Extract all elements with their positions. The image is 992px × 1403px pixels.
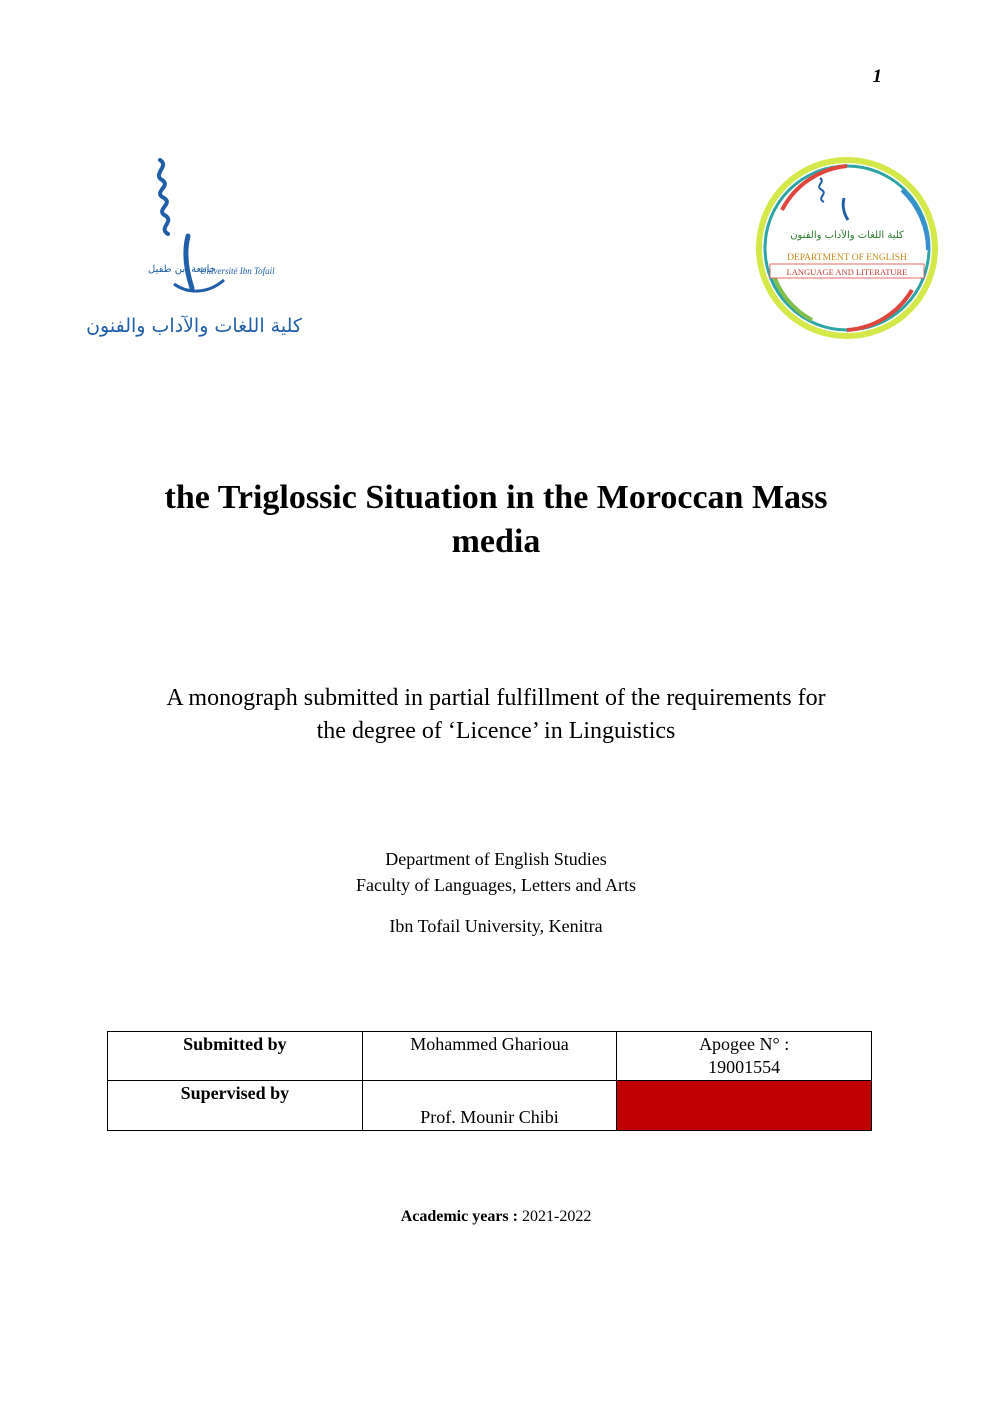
faculty-logo-university-en: Université Ibn Tofail bbox=[200, 266, 275, 276]
title-line-1: the Triglossic Situation in the Moroccan Mass bbox=[164, 479, 828, 516]
apogee-cell bbox=[617, 1032, 872, 1081]
subtitle-line-1: A monograph submitted in partial fulfillment of the requirements for bbox=[166, 685, 826, 711]
department-logo-text-ar: كلية اللغات والآداب والفنون bbox=[790, 230, 904, 241]
department-logo-line2: LANGUAGE AND LITERATURE bbox=[786, 267, 908, 277]
monograph-title bbox=[100, 476, 892, 564]
academic-years-label: Academic years : bbox=[400, 1208, 518, 1225]
submission-table bbox=[107, 1031, 872, 1131]
table-row bbox=[108, 1032, 872, 1081]
red-filled-cell bbox=[617, 1081, 872, 1131]
faculty-logo-university-ar: جامعة ابن طفيل bbox=[148, 264, 216, 275]
academic-years-value: 2021-2022 bbox=[521, 1208, 592, 1225]
page-number: 1 bbox=[872, 66, 882, 87]
department-logo-line1: DEPARTMENT OF ENGLISH bbox=[787, 253, 907, 263]
faculty-name: Faculty of Languages, Letters and Arts bbox=[356, 875, 636, 895]
apogee-number: 19001554 bbox=[708, 1057, 781, 1077]
supervised-by-label: Supervised by bbox=[108, 1081, 363, 1131]
title-line-2: media bbox=[451, 523, 541, 560]
monograph-subtitle bbox=[100, 682, 892, 748]
apogee-label: Apogee N° : bbox=[699, 1034, 790, 1054]
student-name: Mohammed Gharioua bbox=[362, 1032, 617, 1081]
university-name: Ibn Tofail University, Kenitra bbox=[389, 916, 603, 936]
faculty-logo-text-ar: كلية اللغات والآداب والفنون bbox=[86, 315, 302, 337]
table-row bbox=[108, 1081, 872, 1131]
faculty-logo-swirl bbox=[159, 160, 168, 234]
institution-block bbox=[100, 846, 892, 939]
department-name: Department of English Studies bbox=[385, 849, 607, 869]
department-logo bbox=[752, 150, 942, 346]
faculty-logo bbox=[86, 152, 302, 344]
subtitle-line-2: the degree of ‘Licence’ in Linguistics bbox=[316, 718, 676, 744]
submitted-by-label: Submitted by bbox=[108, 1032, 363, 1081]
supervisor-name: Prof. Mounir Chibi bbox=[362, 1081, 617, 1131]
academic-years bbox=[100, 1208, 892, 1226]
